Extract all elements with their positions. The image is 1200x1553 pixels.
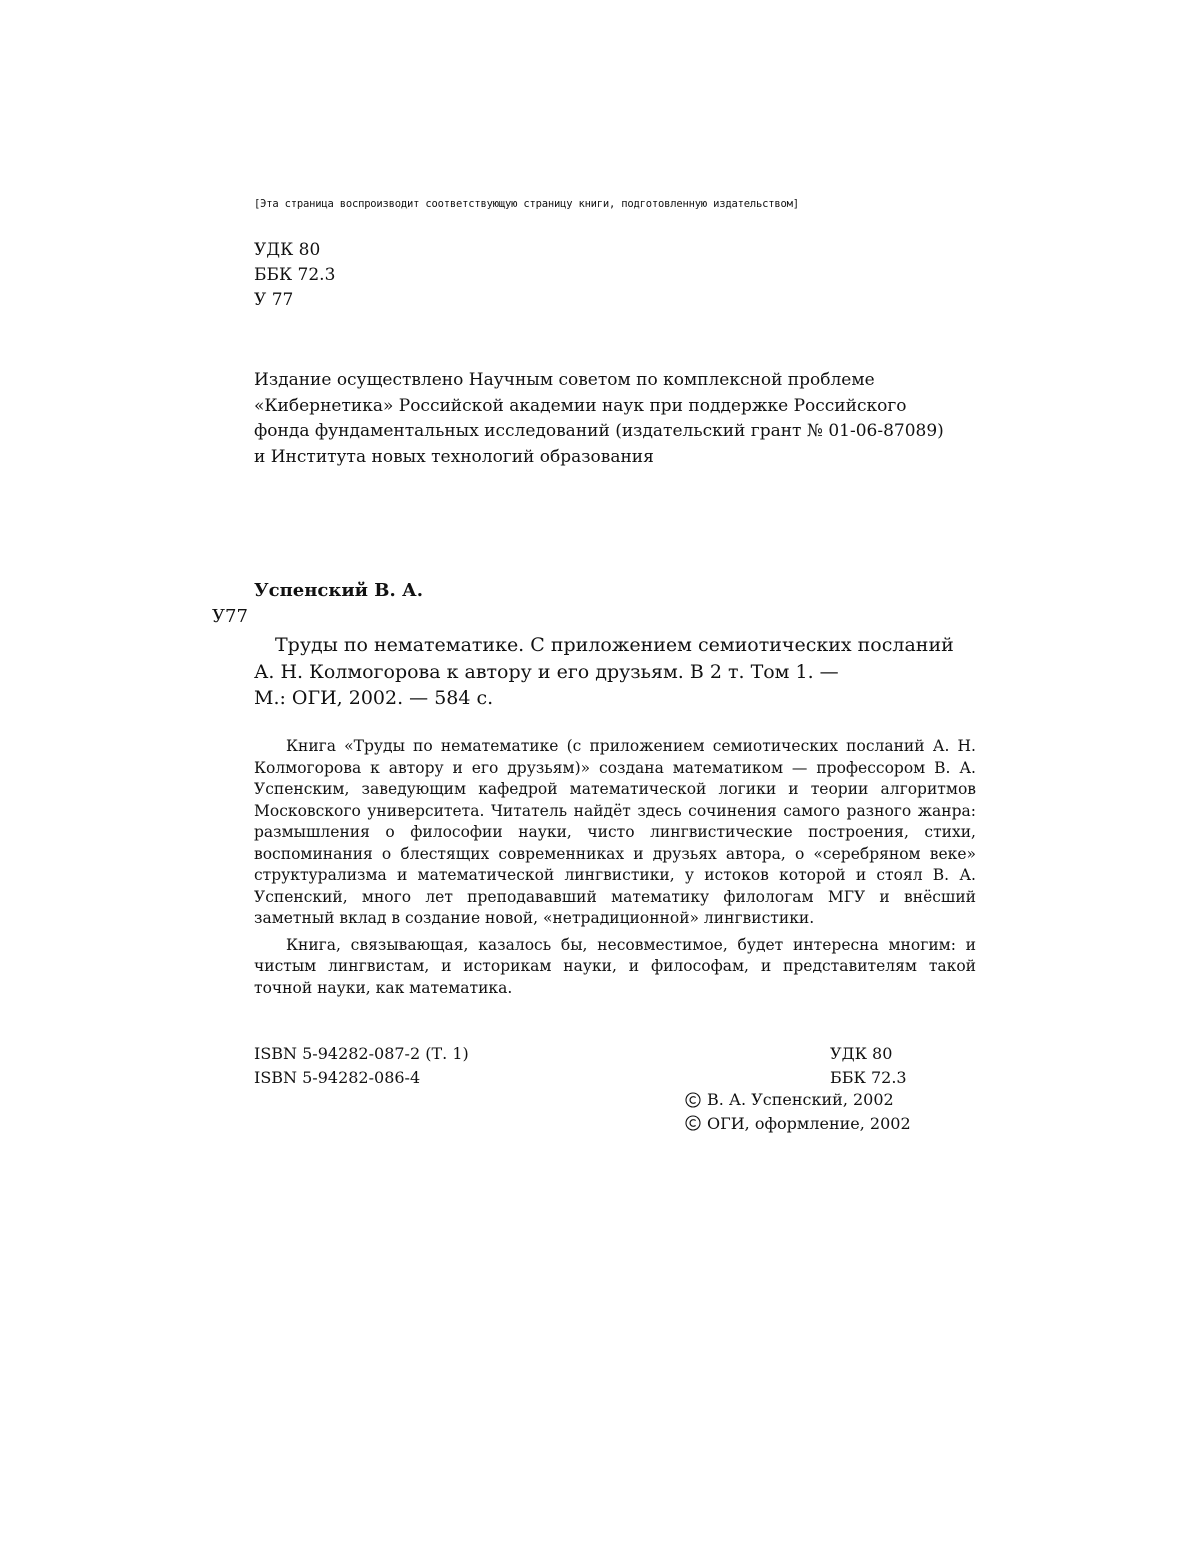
bibliographic-title [254,632,954,712]
annotation-paragraph: Книга, связывающая, казалось бы, несовместимое, будет интересна многим: и чистым лингвистам, и историкам науки, и философам, и представителям такой точной науки, как математика. [254,935,976,997]
copyright-line [685,1112,911,1136]
author-mark: У 77 [254,290,294,310]
isbn-block [254,1042,469,1089]
bbk-code: ББК 72.3 [254,265,336,285]
funding-line: фонда фундаментальных исследований (издательский грант № 01-06-87089) [254,421,944,441]
copyright-text: ОГИ, оформление, 2002 [707,1113,911,1133]
classification-codes [254,238,335,313]
funding-line: Издание осуществлено Научным советом по комплексной проблеме [254,370,875,390]
header-note: [Эта страница воспроизводит соответствующую страницу книги, подготовленную издательством] [254,198,799,210]
udc-code: УДК 80 [830,1044,893,1063]
funding-statement [254,368,944,470]
isbn-set: ISBN 5-94282-086-4 [254,1067,421,1087]
copyright-icon [685,1115,701,1131]
call-number: У77 [212,606,248,627]
title-line: А. Н. Колмогорова к автору и его друзьям. В 2 т. Том 1. — [254,660,839,683]
copyright-text: В. А. Успенский, 2002 [707,1090,894,1109]
bbk-code: ББК 72.3 [830,1067,907,1087]
copyright-block [685,1088,911,1135]
copyright-icon [685,1092,701,1108]
annotation-paragraph: Книга «Труды по нематематике (с приложением семиотических посланий А. Н. Колмогорова к автору и его друзьям)» создана математиком — профессором В. А. Успенским, заведующим кафедрой математической логики и теории алгоритмов Московского университета. Читатель найдёт здесь сочинения самого разного жанра: размышления о философии науки, чисто лингвистические построения, стихи, воспоминания о блестящих современниках и друзьях автора, о «серебряном веке» структурализма и математической лингвистики, у истоков которой и стоял В. А. Успенский, много лет преподававший математику филологам МГУ и внёсший заметный вклад в создание новой, «нетрадиционной» лингвистики. [254,737,976,927]
title-line: Труды по нематематике. С приложением семиотических посланий [275,634,954,656]
funding-line: «Кибернетика» Российской академии наук при поддержке Российского [254,395,907,416]
classification-codes-bottom [830,1042,907,1089]
isbn-volume: ISBN 5-94282-087-2 (Т. 1) [254,1044,469,1063]
funding-line: и Института новых технологий образования [254,446,654,467]
annotation [254,736,976,999]
udc-code: УДК 80 [254,240,321,260]
copyright-line [685,1088,911,1112]
title-line: М.: ОГИ, 2002. — 584 с. [254,687,494,709]
author-name: Успенский В. А. [254,580,423,601]
